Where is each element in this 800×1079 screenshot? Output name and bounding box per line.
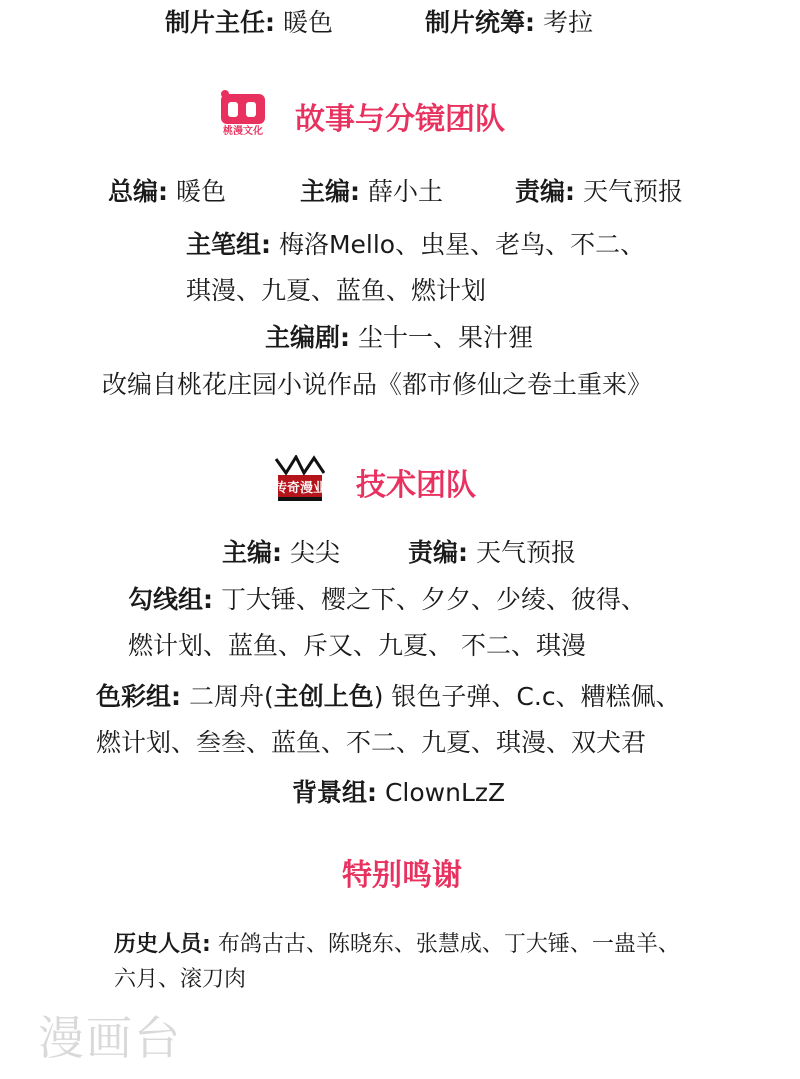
bg-label: 背景组: [292, 778, 377, 807]
color-lead-role: 主创上色 [273, 682, 374, 711]
story-editor-credit [300, 175, 443, 209]
line-names-2: 燃计划、蓝鱼、斥又、九夏、 不二、琪漫 [128, 631, 586, 660]
watermark: 漫画台 [38, 1011, 182, 1065]
pen-names-1: 梅洛Mello、虫星、老鸟、不二、 [278, 230, 646, 259]
coordinator-value: 考拉 [542, 8, 593, 37]
coordinator-credit [425, 6, 593, 40]
color-label: 色彩组: [96, 682, 181, 711]
color-names-2: 燃计划、叁叁、蓝鱼、不二、九夏、琪漫、双犬君 [96, 728, 647, 757]
writer-value: 尘十一、果汁狸 [357, 323, 533, 352]
chief-editor-credit [108, 175, 226, 209]
bg-value: ClownLzZ [384, 778, 506, 807]
history-names-1: 布鸽古古、陈晓东、张慧成、丁大锤、一蛊羊、 [217, 932, 680, 957]
story-editor-value: 薛小土 [367, 177, 443, 206]
line-label: 勾线组: [128, 585, 213, 614]
line-group-line-1 [128, 583, 646, 617]
coordinator-label: 制片统筹: [425, 8, 535, 37]
writer-label: 主编剧: [265, 323, 350, 352]
thanks-title: 特别鸣谢 [342, 858, 462, 893]
color-pre: 二周舟( [188, 682, 274, 711]
story-resp-label: 责编: [515, 177, 575, 206]
tech-resp-label: 责编: [408, 538, 468, 567]
chuanqi-logo-text: 传奇漫业 [273, 481, 327, 496]
tech-editor-label: 主编: [222, 538, 282, 567]
story-resp-value: 天气预报 [582, 177, 683, 206]
tech-team-title: 技术团队 [356, 468, 476, 503]
line-names-1: 丁大锤、樱之下、夕夕、少绫、彼得、 [220, 585, 646, 614]
taoman-logo-text: 桃漫文化 [223, 126, 263, 136]
tech-resp-value: 天气预报 [475, 538, 576, 567]
bg-group-credit [292, 776, 505, 810]
chuanqi-logo [272, 455, 328, 509]
pen-group-line-1 [186, 228, 645, 262]
color-post: ) 银色子弹、C.c、糟糕佩、 [373, 682, 681, 711]
pen-names-2: 琪漫、九夏、蓝鱼、燃计划 [186, 276, 487, 305]
taoman-logo [220, 90, 266, 140]
tech-editor-value: 尖尖 [289, 538, 340, 567]
history-names-2: 六月、滚刀肉 [114, 967, 247, 992]
tech-resp-credit [408, 536, 576, 570]
history-line-1 [114, 928, 680, 962]
pen-label: 主笔组: [186, 230, 271, 259]
producer-value: 暖色 [282, 8, 333, 37]
chief-value: 暖色 [175, 177, 226, 206]
story-team-title: 故事与分镜团队 [295, 102, 505, 137]
producer-credit [165, 6, 333, 40]
chief-label: 总编: [108, 177, 168, 206]
producer-label: 制片主任: [165, 8, 275, 37]
source-note: 改编自桃花庄园小说作品《都市修仙之卷土重来》 [102, 370, 653, 399]
color-group-line-1 [96, 680, 681, 714]
history-label: 历史人员: [114, 932, 211, 957]
story-resp-credit [515, 175, 683, 209]
story-editor-label: 主编: [300, 177, 360, 206]
tech-editor-credit [222, 536, 340, 570]
writer-credit [265, 321, 533, 355]
